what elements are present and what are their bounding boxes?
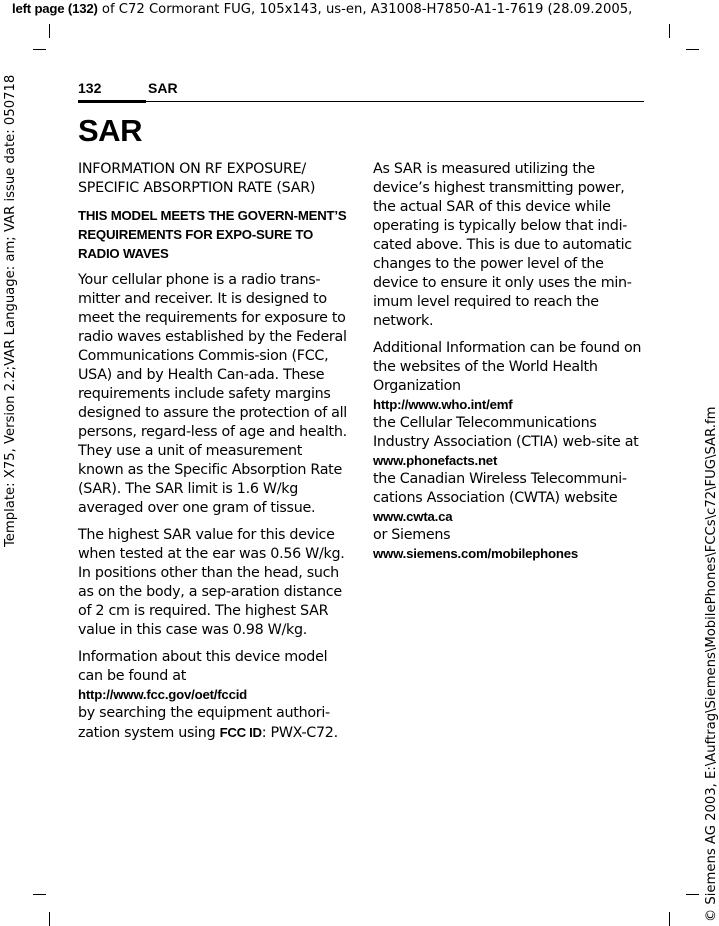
- paragraph: Your cellular phone is a radio trans-mitter and receiver. It is designed to meet the requirements for exposure to radio waves established by the Federal Communications Commis-sion (FCC, USA) and by Health Can-ada. These requirements include safety margins designed to assure the protection of all persons, regard-less of age and health. They use a unit of measurement known as the Specific Absorption Rate (SAR). The SAR limit is 1.6 W/kg averaged over one gram of tissue.: [78, 272, 347, 516]
- fcc-id-value: : PWX-C72.: [261, 725, 338, 741]
- who-link[interactable]: http://www.who.int/emf: [373, 397, 513, 412]
- crop-mark: [33, 49, 46, 50]
- page-title: SAR: [78, 113, 142, 148]
- siemens-link[interactable]: www.siemens.com/mobilephones: [373, 546, 578, 561]
- crop-mark: [33, 894, 46, 895]
- paragraph: The highest SAR value for this device when tested at the ear was 0.56 W/kg. In positions other than the head, such as on the body, a sep-aration distance of 2 cm is required. The highest SAR value in this case was 0.98 W/kg.: [78, 527, 345, 638]
- paragraph-text: the Cellular Telecommunications Industry Association (CTIA) web-site at: [373, 415, 639, 450]
- crop-mark: [49, 24, 50, 38]
- paragraph-text: by searching the equipment authori-zation system using: [78, 705, 330, 741]
- requirements-heading: THIS MODEL MEETS THE GOVERN-MENT’S REQUIREMENTS FOR EXPO-SURE TO RADIO WAVES: [78, 208, 347, 261]
- intro-text: INFORMATION ON RF EXPOSURE/ SPECIFIC ABSORPTION RATE (SAR): [78, 161, 316, 196]
- header-rule-accent: [78, 100, 146, 103]
- print-info-text: of C72 Cormorant FUG, 105x143, us-en, A31008-H7850-A1-1-7619 (28.09.2005,: [97, 2, 633, 17]
- template-info-text: Template: X75, Version 2.2;VAR Language: am; VAR issue date: 050718: [3, 74, 18, 547]
- copyright-margin: [700, 330, 719, 922]
- crop-mark: [669, 24, 670, 38]
- fcc-id-label: FCC ID: [219, 725, 262, 740]
- crop-mark: [686, 49, 699, 50]
- print-info-page: left page (132): [12, 1, 98, 16]
- template-info-margin: [0, 27, 20, 547]
- paragraph: [373, 339, 645, 563]
- paragraph-text: Additional Information can be found on the websites of the World Health Organization: [373, 340, 642, 394]
- ctia-link[interactable]: www.phonefacts.net: [373, 453, 498, 468]
- crop-mark: [686, 894, 699, 895]
- paragraph: As SAR is measured utilizing the device’s highest transmitting power, the actual SAR of this device while operating is typically below that indi-cated above. This is due to automatic changes to the power level of the device to ensure it only uses the min-imum level required to reach the network.: [373, 161, 632, 329]
- crop-mark: [669, 912, 670, 926]
- page-number: 132: [78, 80, 102, 96]
- paragraph: [78, 648, 348, 743]
- right-column: [373, 160, 645, 571]
- crop-mark: [49, 912, 50, 926]
- cwta-link[interactable]: www.cwta.ca: [373, 509, 453, 524]
- fcc-link[interactable]: http://www.fcc.gov/oet/fccid: [78, 687, 248, 702]
- print-info-strip: [12, 0, 719, 18]
- paragraph-text: Information about this device model can be found at: [78, 649, 328, 684]
- running-head: SAR: [148, 80, 178, 96]
- left-column: [78, 160, 348, 751]
- header-rule: [78, 101, 644, 102]
- copyright-text: © Siemens AG 2003, E:\Auftrag\Siemens\MobilePhones\FCCs\c72\FUG\SAR.fm: [704, 406, 719, 922]
- paragraph-text: the Canadian Wireless Telecommuni-cations Association (CWTA) website: [373, 471, 627, 506]
- paragraph-text: or Siemens: [373, 527, 451, 543]
